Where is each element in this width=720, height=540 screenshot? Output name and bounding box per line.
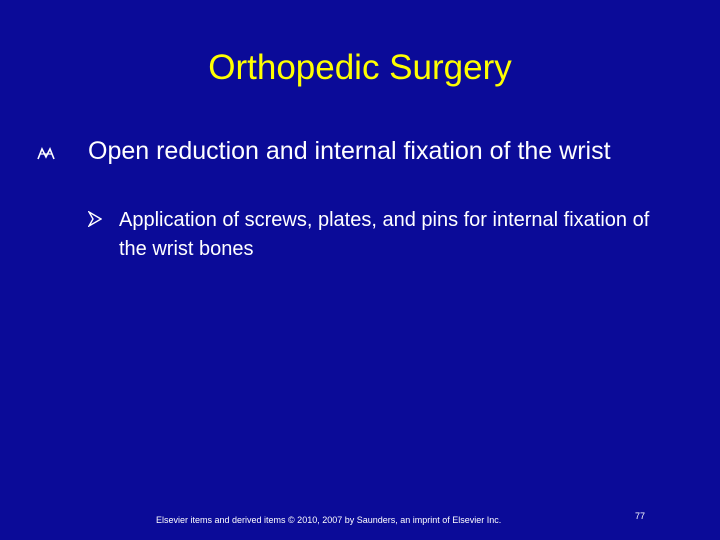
- pen-nib-icon: [36, 147, 58, 161]
- copyright-footer: Elsevier items and derived items © 2010, 2007 by Saunders, an imprint of Elsevier Inc.: [156, 515, 502, 525]
- bullet-text: Open reduction and internal fixation of the wrist: [88, 137, 611, 165]
- arrowhead-icon: [88, 211, 102, 227]
- page-number: 77: [634, 511, 645, 521]
- sub-bullet-text: Application of screws, plates, and pins for internal fixation of the wrist bones: [119, 209, 650, 260]
- slide-title: Orthopedic Surgery: [208, 48, 512, 87]
